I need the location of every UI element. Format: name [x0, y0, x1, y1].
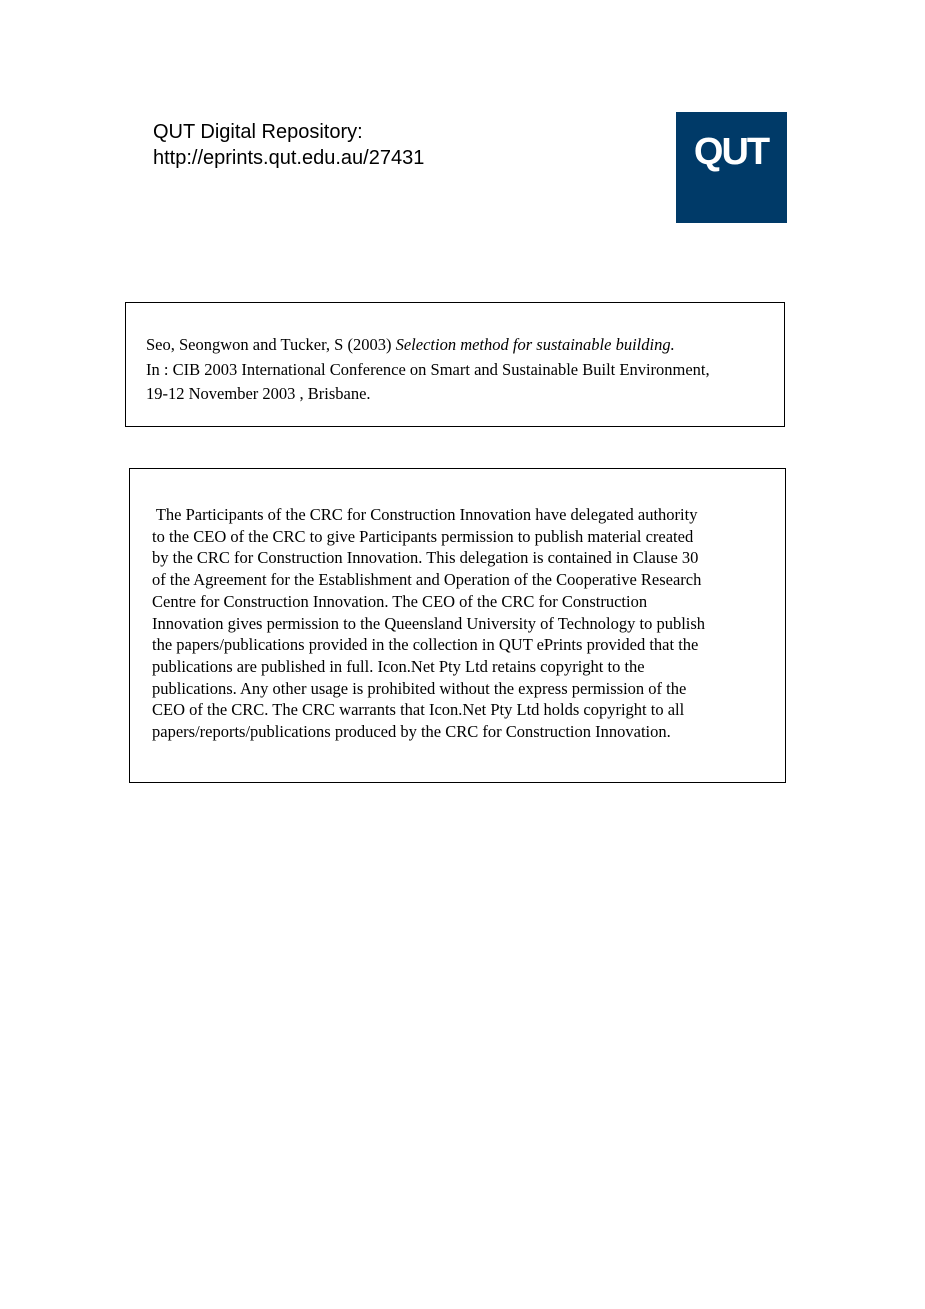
citation-text	[146, 333, 710, 407]
citation-title: Selection method for sustainable building.	[395, 335, 675, 354]
notice-line: Centre for Construction Innovation. The CEO of the CRC for Construction	[152, 591, 648, 611]
notice-line: the papers/publications provided in the collection in QUT ePrints provided that the	[152, 635, 699, 655]
notice-line: to the CEO of the CRC to give Participants permission to publish material created	[152, 526, 694, 546]
citation-authors-year: Seo, Seongwon and Tucker, S (2003)	[146, 335, 396, 354]
logo-text: QUT	[693, 131, 769, 173]
repository-url[interactable]: http://eprints.qut.edu.au/27431	[153, 147, 425, 169]
notice-line: publications are published in full. Icon.Net Pty Ltd retains copyright to the	[152, 656, 645, 676]
copyright-notice-box	[129, 468, 786, 783]
notice-line: of the Agreement for the Establishment and Operation of the Cooperative Research	[152, 570, 702, 590]
citation-line-2: In : CIB 2003 International Conference on Smart and Sustainable Built Environment,	[146, 359, 710, 379]
citation-line-1	[146, 333, 710, 358]
notice-line: CEO of the CRC. The CRC warrants that Icon.Net Pty Ltd holds copyright to all	[152, 700, 685, 720]
qut-logo-graphic	[676, 112, 787, 223]
notice-line: Innovation gives permission to the Queensland University of Technology to publish	[152, 613, 706, 633]
repository-title: QUT Digital Repository:	[153, 121, 363, 143]
notice-line: by the CRC for Construction Innovation. This delegation is contained in Clause 30	[152, 548, 699, 568]
notice-line: publications. Any other usage is prohibited without the express permission of the	[152, 678, 687, 698]
citation-line-3: 19-12 November 2003 , Brisbane.	[146, 384, 371, 403]
qut-logo	[676, 112, 787, 223]
notice-line: papers/reports/publications produced by the CRC for Construction Innovation.	[152, 722, 671, 742]
citation-box	[125, 302, 785, 427]
repository-header	[153, 119, 424, 171]
notice-line: The Participants of the CRC for Construction Innovation have delegated authority	[152, 505, 698, 524]
copyright-notice-text	[152, 504, 705, 743]
